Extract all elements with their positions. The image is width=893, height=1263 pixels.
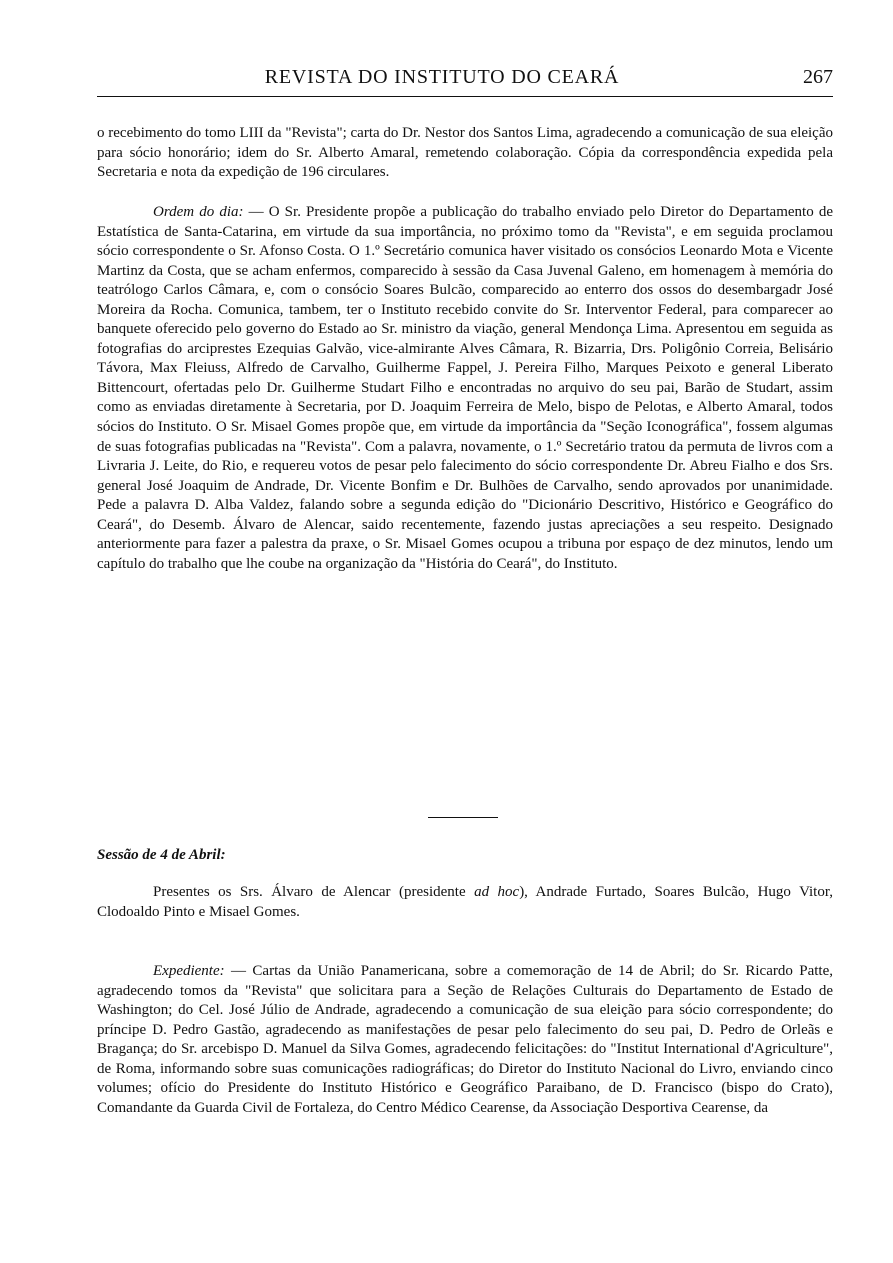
paragraph-text: Presentes os Srs. Álvaro de Alencar (presidente [153, 884, 475, 900]
session-title: Sessão de 4 de Abril: [97, 847, 226, 863]
running-title: REVISTA DO INSTITUTO DO CEARÁ [264, 66, 620, 88]
paragraph-expediente [97, 962, 833, 1118]
expediente-label: Expediente: [153, 963, 225, 979]
section-separator [428, 817, 498, 818]
paragraph-text: — O Sr. Presidente propõe a publicação do trabalho enviado pelo Diretor do Departamento de Estatística de Santa-Catarina, em virtude da sua importância, no próximo tomo da "Revista", e em seguida proclamou sócio correspondente o Sr. Afonso Costa. O 1.º Secretário comunica haver visitado os consócios Leonardo Mota e Vicente Martinz da Costa, que se acham enfermos, comparecido à sessão da Casa Juvenal Galeno, em homenagem à memória do teatrólogo Carlos Câmara, e, com o consócio Soares Bulcão, comparecido ao enterro dos ossos do desembargadr José Moreira da Rocha. Comunica, tambem, ter o Instituto recebido convite do Sr. Interventor Federal, para comparecer ao banquete oferecido pelo governo do Estado ao Sr. ministro da viação, general Mendonça Lima. Apresentou em seguida as fotografias do arciprestes Ezequias Galvão, vice-almirante Alves Câmara, R. Bizarria, Drs. Poligônio Correia, Belisário Távora, Max Fleiuss, Alfredo de Carvalho, Guilherme Fappel, J. Pereira Filho, Marques Peixoto e general Liberato Bittencourt, ofertadas pelo Dr. Guilherme Studart Filho e encontradas no arquivo do seu pai, Barão de Studart, assim como as enviadas diretamente à Secretaria, por D. Joaquim Ferreira de Melo, bispo de Pelotas, e Alberto Amaral, todos sócios do Instituto. O Sr. Misael Gomes propõe que, em virtude da importância da "Seção Iconográfica", fossem algumas de suas fotografias publicadas na "Revista". Com a palavra, novamente, o 1.º Secretário tratou da permuta de livros com a Livraria J. Leite, do Rio, e requereu votos de pesar pelo falecimento do sócio correspondente Dr. Abreu Fialho e dos Srs. general José Joaquim de Andrade, Dr. Vicente Bonfim e Dr. Bulhões de Carvalho, sendo aprovados por unanimidade. Pede a palavra D. Alba Valdez, falando sobre a segunda edição do "Dicionário Descritivo, Histórico e Geográfico do Ceará", do Desemb. Álvaro de Alencar, saido recentemente, fazendo justas apreciações a seu respeito. Designado anteriormente para fazer a palestra da praxe, o Sr. Misael Gomes ocupou a tribuna por espaço de dez minutos, lendo um capítulo do trabalho que lhe coube na organização da "História do Ceará", do Instituto. [97, 204, 833, 572]
page-header [97, 64, 833, 97]
paragraph-text: — Cartas da União Panamericana, sobre a comemoração de 14 de Abril; do Sr. Ricardo Patte, agradecendo tomos da "Revista" que solicitara para a Seção de Relações Culturais do Departamento de Estado de Washington; do Cel. José Júlio de Andrade, agradecendo a comunicação de sua eleição para sócio correspondente; do príncipe D. Pedro Gastão, agradecendo as manifestações de pesar pelo falecimento do seu pai, D. Pedro de Orleãs e Bragança; do Sr. arcebispo D. Manuel da Silva Gomes, agradecendo felicitações: do "Institut International d'Agriculture", de Roma, informando sobre suas comunicações radiográficas; do Diretor do Instituto Nacional do Livro, enviando cinco volumes; ofício do Presidente do Instituto Histórico e Geográfico Paraibano, de D. Francisco (bispo do Crato), Comandante da Guarda Civil de Fortaleza, do Centro Médico Cearense, da Associação Desportiva Cearense, da [97, 963, 833, 1116]
ad-hoc-term: ad hoc [474, 884, 520, 900]
page-number: 267 [803, 66, 833, 88]
paragraph-attendance [97, 883, 833, 922]
paragraph-order-of-day [97, 203, 833, 574]
paragraph-correspondence [97, 124, 833, 183]
order-of-day-label: Ordem do dia: [153, 204, 244, 220]
paragraph-text: ), Andrade Furtado, Soares Bulcão, Hugo Vitor, Clodoaldo Pinto e Misael Gomes. [97, 884, 833, 920]
paragraph-text: o recebimento do tomo LIII da "Revista"; carta do Dr. Nestor dos Santos Lima, agradecendo a comunicação de sua eleição para sócio honorário; idem do Sr. Alberto Amaral, remetendo colaboração. Cópia da correspondência expedida pela Secretaria e nota da expedição de 196 circulares. [97, 125, 833, 181]
